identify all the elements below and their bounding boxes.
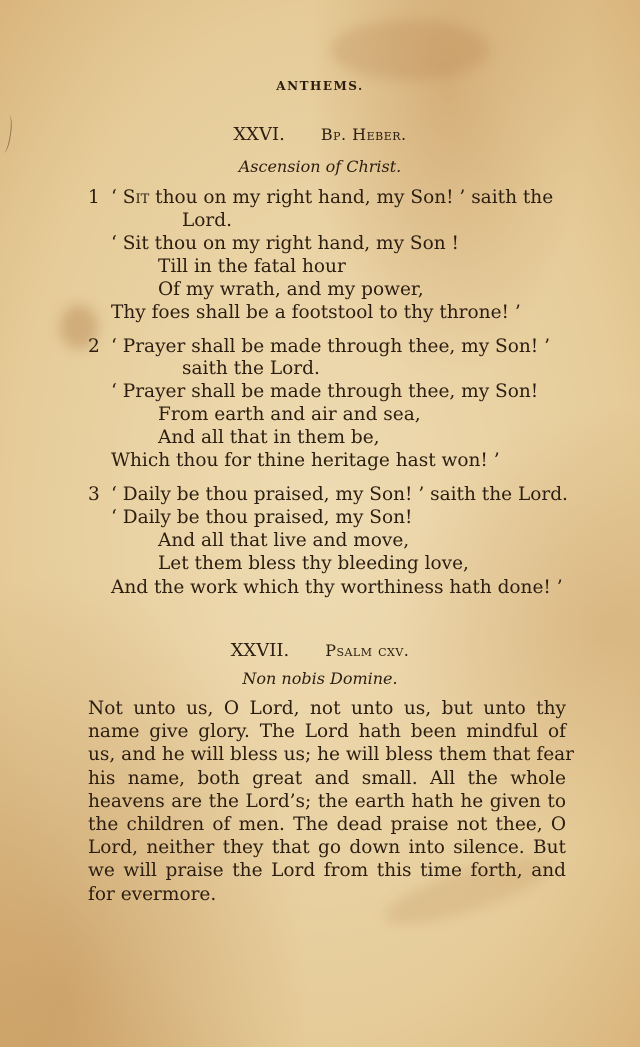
verse-line: ‘ Prayer shall be made through thee, my Son! <box>111 381 539 402</box>
verse-line: Let them bless thy bleeding love, <box>158 553 469 574</box>
verse-line: Which thou for thine heritage hast won! ’ <box>111 450 500 471</box>
prose-line: for evermore. <box>88 883 217 905</box>
verse-line: ‘ Sit thou on my right hand, my Son ! <box>111 233 459 254</box>
hymn-heading <box>0 640 640 661</box>
verse-line: Till in the fatal hour <box>158 256 346 277</box>
verse-line: ‘ Prayer shall be made through thee, my Son! ’ <box>111 336 550 357</box>
verse-line: saith the Lord. <box>182 358 320 379</box>
prose-line: us, and he will bless us; he will bless them that fear <box>88 744 575 766</box>
verse-first-word: Sit <box>122 187 150 208</box>
verse-line: Thy foes shall be a footstool to thy throne! ’ <box>111 302 521 323</box>
prose-line: heavens are the Lord’s; the earth hath he given to <box>88 790 566 812</box>
hymn-number: XXVII. <box>230 640 290 661</box>
verse-line: ‘ Daily be thou praised, my Son! ’ saith the Lord. <box>111 484 568 505</box>
verse-number: 1 <box>88 187 100 208</box>
running-head: ANTHEMS. <box>276 79 364 93</box>
hymn-number: XXVI. <box>233 124 285 145</box>
hymn-heading <box>0 124 640 145</box>
prose-line: the children of men. The dead praise not thee, O <box>88 814 566 836</box>
prose-line: name give glory. The Lord hath been mindful of <box>88 721 566 743</box>
verse-line: And the work which thy worthiness hath done! ’ <box>111 577 563 598</box>
prose-line: we will praise the Lord from this time forth, and <box>88 860 566 882</box>
hymn-title: Ascension of Christ. <box>238 157 402 176</box>
hymn-author: Psalm cxv. <box>325 641 410 660</box>
verse-line: And all that live and move, <box>158 530 410 551</box>
prose-line: Lord, neither they that go down into silence. But <box>88 837 566 859</box>
verse-number: 3 <box>88 484 100 505</box>
verse-line: ‘ Sit thou on my right hand, my Son! ’ saith the <box>111 187 554 208</box>
verse-line: Of my wrath, and my power, <box>158 279 424 300</box>
prose-line: Not unto us, O Lord, not unto us, but unto thy <box>88 698 566 719</box>
page-stain <box>330 20 490 80</box>
verse-line: ‘ Daily be thou praised, my Son! <box>111 507 413 528</box>
hymn-author: Bp. Heber. <box>320 125 407 144</box>
verse-line: From earth and air and sea, <box>158 404 421 425</box>
verse-number: 2 <box>88 336 100 357</box>
verse-line: Lord. <box>182 210 232 231</box>
verse-line: And all that in them be, <box>158 427 380 448</box>
hymn-title: Non nobis Domine. <box>242 669 398 688</box>
psalm-text <box>88 697 575 906</box>
prose-line: his name, both great and small. All the whole <box>88 767 566 789</box>
